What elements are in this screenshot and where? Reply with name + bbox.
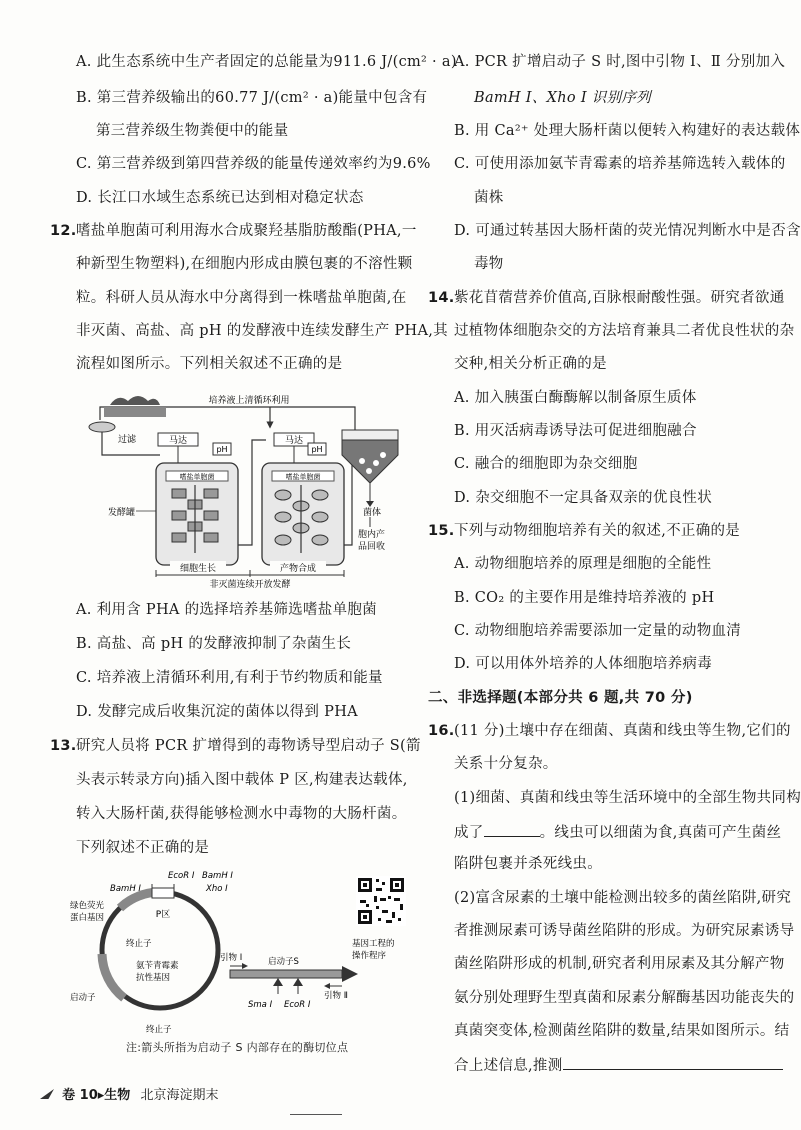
- q16-p1-line-2-text-b: 。线虫可以细菌为食,真菌可产生菌丝: [539, 825, 782, 841]
- q12-number: 12.: [50, 223, 77, 239]
- qr-caption-1: 基因工程的: [352, 939, 395, 949]
- q12-stem-1: 嗜盐单胞菌可利用海水合成聚羟基脂肪酸酯(PHA,一: [76, 223, 417, 239]
- terminator-label-2: 终止子: [146, 1025, 172, 1035]
- paper-plane-icon: [40, 1089, 54, 1099]
- q14-option-b: B. 用灭活病毒诱导法可促进细胞融合: [454, 423, 697, 439]
- q16-stem-2: 关系十分复杂。: [454, 756, 558, 772]
- q12-stem-3: 粒。科研人员从海水中分离得到一株嗜盐单胞菌,在: [76, 290, 407, 306]
- q14-number: 14.: [428, 290, 455, 306]
- q16-p2-line-3: 菌丝陷阱形成的机制,研究者利用尿素及其分解产物: [454, 956, 785, 972]
- q15-option-c: C. 动物细胞培养需要添加一定量的动物血清: [454, 623, 742, 639]
- q16-p1-line-2: [454, 821, 781, 843]
- q12-stem-5: 流程如图所示。下列相关叙述不正确的是: [76, 356, 343, 372]
- figure-note: 注:箭头所指为启动子 S 内部存在的酶切位点: [126, 1041, 349, 1054]
- q11-option-b-cont: 第三营养级生物粪便中的能量: [96, 123, 289, 139]
- gfp-label-1: 绿色荧光: [70, 901, 105, 911]
- q12-stem-4: 非灭菌、高盐、高 pH 的发酵液中连续发酵生产 PHA,其: [76, 323, 448, 339]
- qr-code[interactable]: [356, 876, 406, 926]
- q13-option-a-cont: BamH Ⅰ、Xho Ⅰ 识别序列: [474, 90, 651, 106]
- q13-stem-4: 下列叙述不正确的是: [76, 840, 210, 856]
- q13-option-c: C. 可使用添加氨苄青霉素的培养基筛选转入载体的: [454, 156, 786, 172]
- amp-label-1: 氨苄青霉素: [136, 961, 179, 971]
- filter-icon: [89, 422, 115, 432]
- q14-option-c: C. 融合的细胞即为杂交细胞: [454, 456, 638, 472]
- tank-label: 发酵罐: [108, 508, 136, 518]
- q14-stem-1: 紫花苜蓿营养价值高,百脉根耐酸性强。研究者欲通: [454, 290, 785, 306]
- q13-option-d-cont: 毒物: [474, 256, 504, 272]
- q15-option-d: D. 可以用体外培养的人体细胞培养病毒: [454, 656, 713, 672]
- q15-number: 15.: [428, 523, 455, 539]
- product-label-2: 品回收: [358, 542, 386, 552]
- q13-stem-2: 头表示转录方向)插入图中载体 P 区,构建表达载体,: [76, 772, 408, 788]
- primer-i-label: 引物 Ⅰ: [220, 953, 243, 963]
- bacteria-label: 菌体: [363, 508, 382, 518]
- q14-stem-3: 交种,相关分析正确的是: [454, 356, 607, 372]
- ph-label-1: pH: [216, 445, 228, 454]
- q14-option-d: D. 杂交细胞不一定具备双亲的优良性状: [454, 490, 713, 506]
- answer-blank-1[interactable]: [484, 821, 540, 837]
- q16-p2-line-6: [454, 1054, 783, 1076]
- q12-option-c: C. 培养液上清循环利用,有利于节约物质和能量: [76, 670, 383, 686]
- q16-p1-line-2-text: 成了: [454, 825, 484, 841]
- q12-option-b: B. 高盐、高 pH 的发酵液抑制了杂菌生长: [76, 636, 352, 652]
- fermentation-diagram: [80, 385, 420, 590]
- ecori-site-label: EcoR Ⅰ: [168, 871, 195, 881]
- q16-p1-line-1: (1)细菌、真菌和线虫等生活环境中的全部生物共同构: [454, 790, 801, 806]
- process-label: 非灭菌连续开放发酵: [209, 580, 291, 590]
- qr-caption-2: 操作程序: [352, 951, 387, 961]
- fermenter-tank-1: [156, 433, 238, 565]
- q16-number: 16.: [428, 723, 455, 739]
- q11-option-c: C. 第三营养级到第四营养级的能量传递效率约为9.6%: [76, 156, 431, 172]
- q16-p2-line-4: 氨分别处理野生型真菌和尿素分解酶基因功能丧失的: [454, 990, 795, 1006]
- promoter-s-label: 启动子S: [268, 957, 299, 967]
- q16-p2-line-1: (2)富含尿素的土壤中能检测出较多的菌丝陷阱,研究: [454, 890, 792, 906]
- ph-label-2: pH: [311, 445, 323, 454]
- footer-volume-tag: 卷 10: [62, 1088, 98, 1103]
- stage-product-synthesis: 产物合成: [279, 564, 317, 574]
- recycle-label: 培养液上清循环利用: [208, 396, 290, 406]
- q15-option-a: A. 动物细胞培养的原理是细胞的全能性: [454, 556, 712, 572]
- promoter-s-fragment: [230, 966, 358, 994]
- q13-option-c-cont: 菌株: [474, 190, 504, 206]
- p-region-label: P区: [155, 910, 171, 920]
- cloud-icon: [110, 396, 160, 405]
- cells-label-2: 嗜盐单胞菌: [285, 473, 321, 481]
- smai-site-label: Sma Ⅰ: [248, 1000, 273, 1010]
- q14-option-a: A. 加入胰蛋白酶酶解以制备原生质体: [454, 390, 697, 406]
- q13-option-b: B. 用 Ca²⁺ 处理大肠杆菌以便转入构建好的表达载体: [454, 123, 801, 139]
- stage-cell-growth: 细胞生长: [179, 564, 217, 574]
- filter-label: 过滤: [118, 435, 137, 445]
- amp-label-2: 抗性基因: [136, 973, 171, 983]
- gfp-label-2: 蛋白基因: [70, 913, 105, 923]
- q13-number: 13.: [50, 738, 77, 754]
- bamhi-site-label: BamH Ⅰ: [110, 884, 141, 894]
- q14-stem-2: 过植物体细胞杂交的方法培育兼具二者优良性状的杂: [454, 323, 795, 339]
- q13-stem-1: 研究人员将 PCR 扩增得到的毒物诱导型启动子 S(箭: [76, 738, 421, 754]
- product-label-1: 胞内产: [358, 530, 386, 540]
- ecori-site-label-2: EcoR Ⅰ: [284, 1000, 311, 1010]
- page-footer: 卷 10▸生物 北京海淀期末: [40, 1084, 218, 1103]
- footer-subject: 生物: [104, 1088, 131, 1103]
- primer-ii-label: 引物 Ⅱ: [324, 991, 348, 1001]
- fermenter-tank-2: [262, 433, 344, 565]
- q16-p2-line-2: 者推测尿素可诱导菌丝陷阱的形成。为研究尿素诱导: [454, 923, 795, 939]
- q16-p2-line-5: 真菌突变体,检测菌丝陷阱的数量,结果如图所示。结: [454, 1023, 790, 1039]
- q12-option-d: D. 发酵完成后收集沉淀的菌体以得到 PHA: [76, 704, 358, 720]
- sea-water-icon: [104, 407, 166, 417]
- motor-label-2: 马达: [284, 436, 304, 446]
- q16-stem-1: (11 分)土壤中存在细菌、真菌和线虫等生物,它们的: [454, 723, 791, 739]
- q16-p2-line-6-text: 合上述信息,推测: [454, 1058, 563, 1074]
- promoter-label: 启动子: [70, 993, 96, 1003]
- footer-source: 北京海淀期末: [140, 1088, 219, 1103]
- page-bottom-rule: [290, 1114, 342, 1115]
- section-heading: 二、非选择题(本部分共 6 题,共 70 分): [428, 690, 693, 706]
- settling-tank: [342, 430, 398, 507]
- xhoi-site-label: Xho Ⅰ: [206, 884, 228, 894]
- terminator-label-1: 终止子: [126, 939, 152, 949]
- q11-option-b: B. 第三营养级输出的60.77 J/(cm² · a)能量中包含有: [76, 90, 428, 106]
- q15-stem: 下列与动物细胞培养有关的叙述,不正确的是: [454, 523, 741, 539]
- q13-option-a: A. PCR 扩增启动子 S 时,图中引物 Ⅰ、Ⅱ 分别加入: [454, 54, 786, 70]
- q13-stem-3: 转入大肠杆菌,获得能够检测水中毒物的大肠杆菌。: [76, 806, 407, 822]
- q15-option-b: B. CO₂ 的主要作用是维持培养液的 pH: [454, 590, 715, 606]
- cells-label-1: 嗜盐单胞菌: [179, 473, 215, 481]
- q13-option-d: D. 可通过转基因大肠杆菌的荧光情况判断水中是否含: [454, 223, 801, 239]
- q16-p1-line-3: 陷阱包裹并杀死线虫。: [454, 856, 602, 872]
- q11-option-a: A. 此生态系统中生产者固定的总能量为911.6 J/(cm² · a): [76, 54, 457, 70]
- q12-option-a: A. 利用含 PHA 的选择培养基筛选嗜盐单胞菌: [76, 602, 377, 618]
- amp-gene-segment: [102, 954, 124, 998]
- motor-label-1: 马达: [168, 436, 188, 446]
- q11-option-d: D. 长江口水域生态系统已达到相对稳定状态: [76, 190, 364, 206]
- q12-stem-2: 种新型生物塑料),在细胞内形成由膜包裹的不溶性颗: [76, 256, 413, 272]
- answer-blank-2[interactable]: [563, 1054, 783, 1070]
- p-region-box: [152, 888, 174, 898]
- bamhi-site-top-label: BamH Ⅰ: [202, 871, 233, 881]
